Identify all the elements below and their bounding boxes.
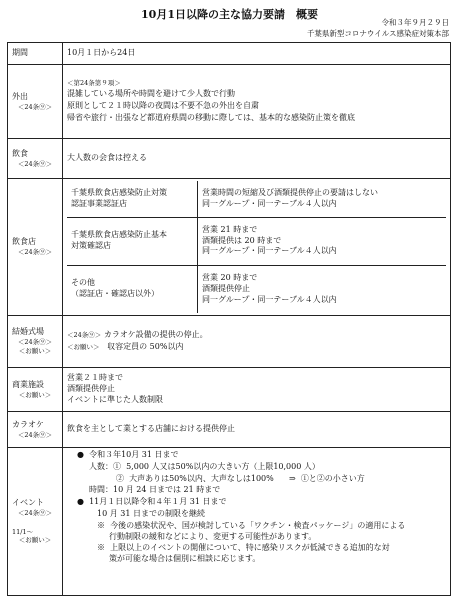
restaurant-row	[67, 217, 446, 265]
event-people-2-mark: ②	[116, 473, 124, 483]
row-commercial	[8, 368, 451, 412]
wedding-tag: ＜24条⑨＞	[67, 331, 102, 340]
restaurant-detail: 営業時間の短縮及び酒類提供停止の要請はしない 同一グループ・同一テーブル４人以内	[198, 181, 447, 217]
row-restaurant	[8, 179, 451, 316]
event-period-2: 11月１日以降令和４年１月 31 日まで	[89, 497, 227, 507]
row-period	[8, 43, 451, 65]
restaurant-row	[67, 265, 446, 313]
restaurant-subtable-cell	[63, 179, 451, 316]
wedding-line: カラオケ設備の提供の停止。	[103, 330, 208, 340]
label-restaurant: 飲食店 ＜24条⑨＞	[8, 179, 63, 316]
row-outing	[8, 65, 451, 139]
restaurant-type: 千葉県飲食店感染防止対策 認証事業認証店	[67, 181, 198, 217]
event-content	[63, 448, 451, 596]
restaurant-type: その他 （認証店・確認店以外）	[67, 265, 198, 313]
wedding-request: ＜お願い＞	[18, 346, 52, 355]
period-content: 10月１日から24日	[63, 43, 451, 65]
label-outing: 外出 ＜24条⑨＞	[8, 65, 63, 139]
row-wedding	[8, 316, 451, 368]
outing-line: 混雑している場所や時間を避けて少人数で行動	[67, 89, 235, 99]
karaoke-article: ＜24条⑨＞	[17, 430, 53, 439]
label-food: 飲食 ＜24条⑨＞	[8, 139, 63, 179]
wedding-content	[63, 316, 451, 368]
label-period: 期間	[8, 43, 63, 65]
restaurant-detail: 営業 21 時まで 酒類提供は 20 時まで 同一グループ・同一テーブル４人以内	[198, 217, 447, 265]
event-note-2-cont: 策が可能な場合は個別に相談に応じます。	[109, 554, 261, 564]
note-mark: ※	[97, 520, 105, 530]
event-time: 時間：10 月 24 日までは 21 時まで	[89, 485, 221, 495]
restaurant-row	[67, 181, 446, 217]
restaurant-type: 千葉県飲食店感染防止基本 対策確認店	[67, 217, 198, 265]
event-continue: 10 月 31 日までの制限を継続	[97, 508, 205, 518]
row-karaoke	[8, 412, 451, 448]
outing-content	[63, 65, 451, 139]
requests-table	[7, 42, 451, 596]
food-article: ＜24条⑨＞	[17, 159, 53, 168]
wedding-article: ＜24条⑨＞	[17, 338, 53, 347]
wedding-tag: ＜お願い＞	[67, 343, 100, 351]
note-mark: ※	[97, 543, 105, 553]
outing-line: 帰省や旅行・出張など都道府県間の移動に際しては、基本的な感染防止策を徹底	[67, 112, 355, 122]
event-note-1-cont: 行動制限の緩和などにより、変更する可能性があります。	[109, 531, 317, 541]
event-people-label: 人数：①	[89, 461, 121, 471]
commercial-request: ＜お願い＞	[18, 390, 52, 399]
wedding-line: 収容定員の 50%以内	[107, 342, 184, 351]
restaurant-detail: 営業 20 時まで 酒類提供停止 同一グループ・同一テーブル４人以内	[198, 265, 447, 313]
label-commercial: 商業施設 ＜お願い＞	[8, 368, 63, 412]
event-people-1: 5,000 人又は50%以内の大きい方（上限10,000 人）	[126, 461, 320, 471]
event-note-2: 上限以上のイベントの開催について、特に感染リスクが低減できる追加的な対	[110, 543, 390, 553]
restaurant-article: ＜24条⑨＞	[17, 248, 53, 257]
row-event	[8, 448, 451, 596]
outing-article: ＜24条⑨＞	[17, 102, 53, 111]
page-title: 10月1日以降の主な協力要請 概要	[141, 8, 318, 21]
event-from-date: 11/1～	[12, 527, 34, 536]
food-content: 大人数の会食は控える	[63, 139, 451, 179]
outing-line: 原則として２１時以降の夜間は不要不急の外出を自粛	[67, 100, 259, 110]
commercial-content	[63, 368, 451, 412]
bullet-icon: ●	[77, 450, 84, 459]
commercial-line: 営業２１時まで	[67, 373, 123, 383]
label-wedding: 結婚式場 ＜24条⑨＞ ＜お願い＞	[8, 316, 63, 368]
restaurant-subtable	[67, 181, 446, 313]
event-people-2-result: ①と②の小さい方	[300, 473, 365, 483]
event-period-1: 令和３年10月 31 日まで	[89, 450, 179, 459]
commercial-line: 酒類提供停止	[67, 384, 115, 394]
issuing-organization: 千葉県新型コロナウイルス感染症対策本部	[306, 29, 449, 38]
event-people-2: 大声ありは50%以内、大声なしは100%	[129, 473, 274, 483]
row-food	[8, 139, 451, 179]
outing-note: ＜第24条第９項＞	[67, 79, 121, 88]
issue-date: 令和３年９月２９日	[381, 18, 449, 27]
event-note-1: 今後の感染状況や、国が検討している「ワクチン・検査パッケージ」の適用による	[110, 520, 406, 530]
event-article: ＜24条⑨＞	[17, 508, 53, 517]
karaoke-content: 飲食を主として業とする店舗における提供停止	[63, 412, 451, 448]
bullet-icon: ●	[77, 497, 84, 507]
event-request: ＜お願い＞	[18, 536, 52, 545]
arrow-icon: ⇒	[289, 473, 296, 483]
label-karaoke: カラオケ ＜24条⑨＞	[8, 412, 63, 448]
commercial-line: イベントに準じた人数制限	[67, 394, 163, 404]
label-event: イベント ＜24条⑨＞ 11/1～ ＜お願い＞	[8, 448, 63, 596]
